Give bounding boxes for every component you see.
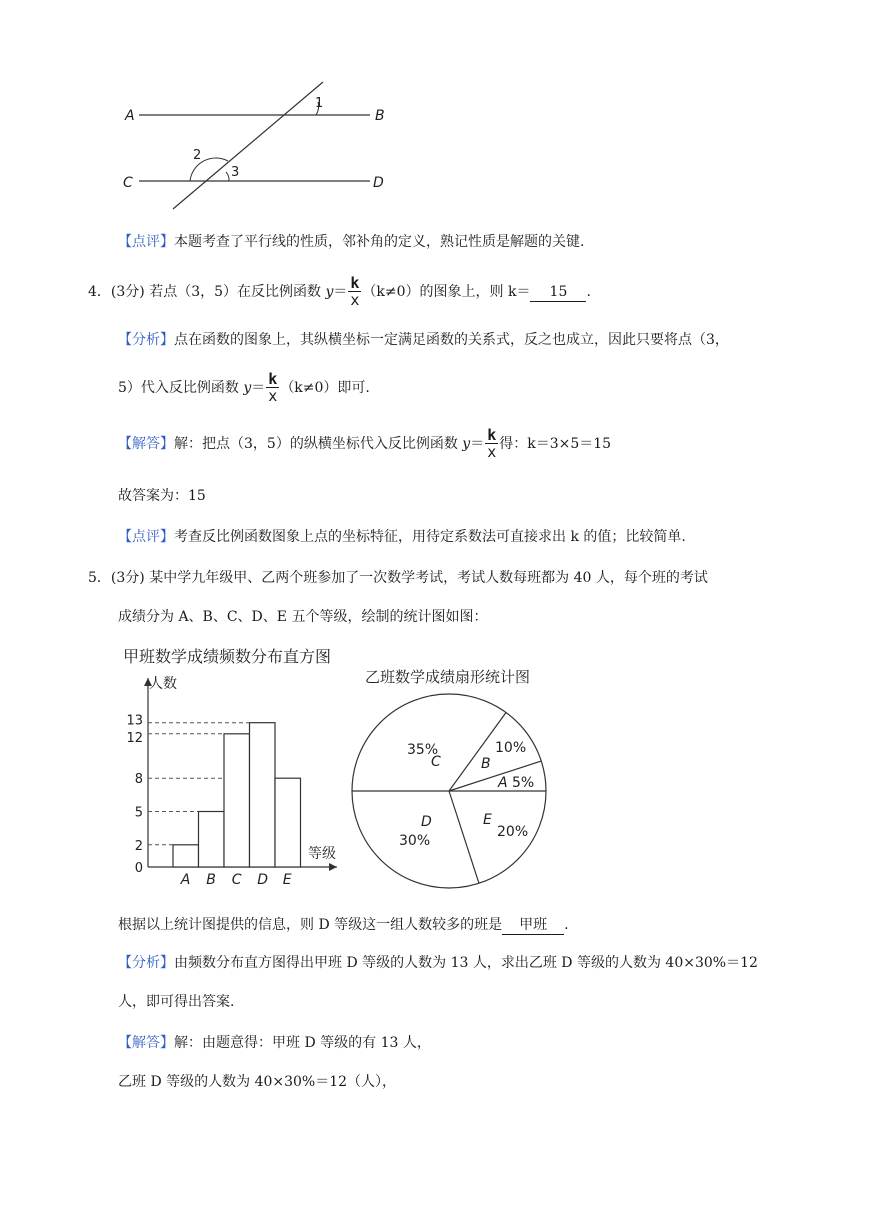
analysis-text: 由频数分布直方图得出甲班 D 等级的人数为 13 人，求出乙班 D 等级的人数为 40×30%＝12 [174,955,758,971]
q4-analysis-line1 [118,330,729,350]
analysis-text-3: （k≠0）即可. [280,380,370,396]
q5-solution-line2: 乙班 D 等级的人数为 40×30%＝12（人）， [118,1074,397,1090]
slice-label-b: B [481,756,491,772]
chart-title: 甲班数学成绩频数分布直方图 [123,647,332,666]
x-axis-arrow [329,863,337,871]
histogram-x-ticks [180,872,292,888]
x-axis-label: 等级 [308,846,336,862]
slice-value-a: 5% [512,775,535,791]
fraction-k-over-x [485,427,498,461]
solution-text: 解：把点（3，5）的纵横坐标代入反比例函数 [174,436,463,452]
y-variable: y [243,380,252,396]
slice-value-d: 30% [399,833,431,849]
parallel-lines-figure [115,75,405,215]
y-variable: y [462,436,471,452]
equals-sign: ＝ [470,436,485,452]
q4-final: 故答案为：15 [118,488,206,504]
angle-3-arc [226,172,229,181]
slice-label-c: C [431,754,441,770]
q5-solution-line1 [118,1033,431,1053]
equals-sign: ＝ [333,284,348,300]
slice-value-e: 20% [497,824,529,840]
solution-text-2: 得：k＝3×5＝15 [499,436,612,452]
review-tag: 【点评】 [118,529,174,545]
q5-stem-line2: 成绩分为 A、B、C、D、E 五个等级，绘制的统计图如图： [118,609,488,625]
q5-analysis-line1 [118,953,758,973]
q4-analysis-line2 [118,370,370,406]
label-d: D [373,175,384,191]
q5-answer-blank: 甲班 [502,916,564,935]
fraction-k-over-x [348,275,361,309]
bar-a [173,845,199,867]
histogram-bars [173,723,301,867]
analysis-tag: 【分析】 [118,955,174,971]
y-tick-label: 5 [134,805,143,821]
pie-slices [352,694,546,888]
histogram-y-ticks [126,714,143,876]
class-a-histogram [115,640,360,890]
q4-review [118,527,686,547]
fraction-k-over-x [266,371,279,405]
fraction-denominator: x [487,443,497,461]
q4-answer-blank: 15 [530,283,586,302]
bar-b [199,812,225,868]
q5-stem-line1: 5．(3分) 某中学九年级甲、乙两个班参加了一次数学考试，考试人数每班都为 40 人，每个班的考试 [88,570,708,586]
slice-label-a: A [498,775,508,791]
x-tick-label: A [180,872,191,888]
x-tick-label: B [206,872,216,888]
label-c: C [123,175,133,191]
y-axis-label: 人数 [149,676,177,692]
q4-end: . [586,284,591,300]
solution-tag: 【解答】 [118,436,174,452]
fraction-denominator: x [268,387,278,405]
solution-text: 解：由题意得：甲班 D 等级的有 13 人， [174,1035,431,1051]
review-tag: 【点评】 [118,234,174,250]
analysis-text: 点在函数的图象上，其纵横坐标一定满足函数的关系式，反之也成立，因此只要将点（3， [174,332,729,348]
y-variable: y [325,284,334,300]
q4-solution [118,426,611,462]
transversal-line [173,82,323,209]
y-tick-label: 13 [126,713,143,729]
fraction-numerator: k [487,426,497,444]
y-tick-label: 12 [126,730,143,746]
slice-value-b: 10% [495,740,527,756]
angle-3-label: 3 [231,165,240,180]
fraction-numerator: k [268,370,278,388]
q4-stem-prefix: 4．(3分) 若点（3，5）在反比例函数 [88,284,326,300]
analysis-tag: 【分析】 [118,332,174,348]
review-text: 本题考查了平行线的性质，邻补角的定义，熟记性质是解题的关键. [174,234,585,250]
review-text: 考查反比例函数图象上点的坐标特征，用待定系数法可直接求出 k 的值；比较简单. [174,529,686,545]
bar-c [224,734,250,867]
label-b: B [375,108,385,124]
y-tick-label: 0 [134,861,143,876]
slice-label-d: D [421,814,432,830]
equals-sign: ＝ [251,380,266,396]
angle-1-label: 1 [315,96,324,111]
label-a: A [125,108,135,124]
x-tick-label: C [231,872,242,888]
q5-question-text: 根据以上统计图提供的信息，则 D 等级这一组人数较多的班是 [118,917,503,933]
bar-d [250,723,276,867]
x-tick-label: E [282,872,292,888]
y-tick-label: 2 [134,838,143,854]
slice-value-c: 35% [407,742,439,758]
q4-condition: （k≠0）的图象上，则 k＝ [362,284,531,300]
class-b-pie-chart [345,660,555,895]
solution-tag: 【解答】 [118,1035,174,1051]
q5-question-end: . [564,917,569,933]
q4-stem [88,274,591,310]
chart-title: 乙班数学成绩扇形统计图 [365,668,531,686]
fraction-denominator: x [350,291,360,309]
q5-analysis-line2: 人，即可得出答案. [118,994,235,1010]
q5-question [118,915,569,935]
x-tick-label: D [257,872,269,888]
y-tick-label: 8 [134,772,143,788]
analysis-text-2: 5）代入反比例函数 [118,380,244,396]
fraction-numerator: k [350,274,360,292]
bar-e [275,778,301,867]
slice-label-e: E [483,812,492,828]
angle-2-label: 2 [193,148,202,163]
q3-review [118,232,584,252]
